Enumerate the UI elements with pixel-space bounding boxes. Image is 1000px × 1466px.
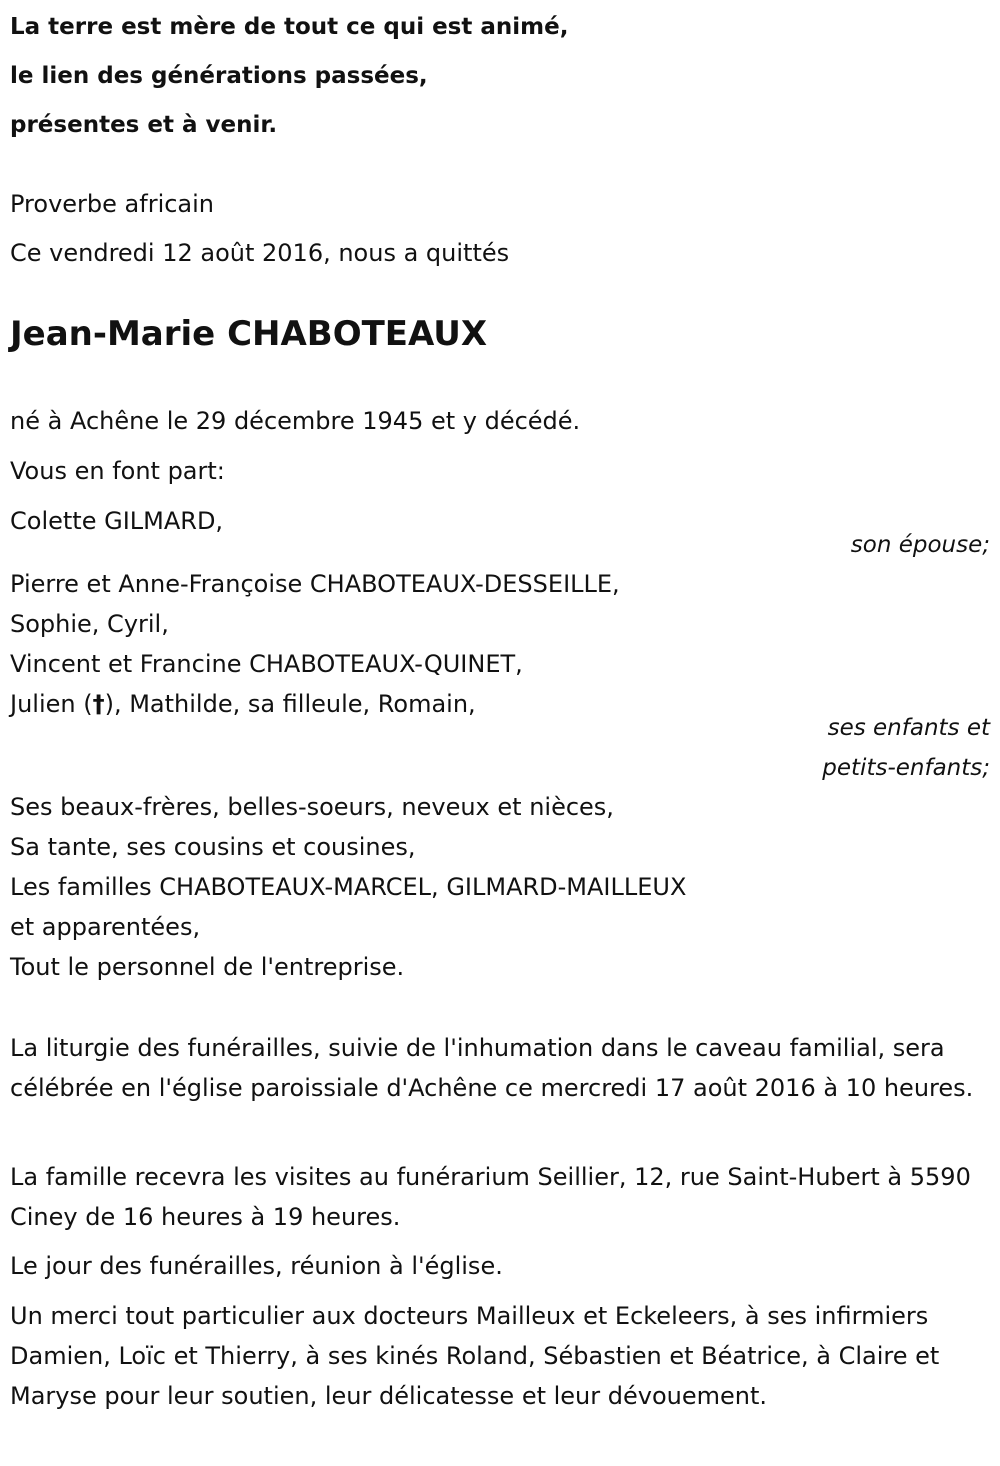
birth-death: né à Achêne le 29 décembre 1945 et y décédé. xyxy=(10,407,581,435)
visits-paragraph: La famille recevra les visites au funérarium Seillier, 12, rue Saint-Hubert à 5590 Ciney de 16 heures à 19 heures. xyxy=(10,1163,971,1231)
quote-line-1: La terre est mère de tout ce qui est animé, xyxy=(10,14,569,40)
announcement: Ce vendredi 12 août 2016, nous a quittés xyxy=(10,239,510,267)
others-line-4: et apparentées, xyxy=(10,913,201,941)
quote-source: Proverbe africain xyxy=(10,190,215,218)
children-line-3: Vincent et Francine CHABOTEAUX-QUINET, xyxy=(10,650,523,678)
funeral-liturgy-paragraph: La liturgie des funérailles, suivie de l'inhumation dans le caveau familial, sera célébrée en l'église paroissiale d'Achêne ce mercredi 17 août 2016 à 10 heures. xyxy=(10,1034,974,1102)
others-line-5: Tout le personnel de l'entreprise. xyxy=(10,953,405,981)
spouse-relation: son épouse; xyxy=(850,532,990,558)
children-relation-1: ses enfants et xyxy=(827,715,990,741)
others-line-2: Sa tante, ses cousins et cousines, xyxy=(10,833,416,861)
meeting-paragraph: Le jour des funérailles, réunion à l'église. xyxy=(10,1252,503,1280)
quote-line-3: présentes et à venir. xyxy=(10,112,278,138)
children-line-4 xyxy=(10,689,476,719)
others-line-1: Ses beaux-frères, belles-soeurs, neveux et nièces, xyxy=(10,793,614,821)
spouse-name: Colette GILMARD, xyxy=(10,507,224,535)
deceased-name: Jean-Marie CHABOTEAUX xyxy=(10,314,488,354)
children-line-1: Pierre et Anne-Françoise CHABOTEAUX-DESSEILLE, xyxy=(10,570,620,598)
children-relation-2: petits-enfants; xyxy=(822,755,990,781)
children-line-2: Sophie, Cyril, xyxy=(10,610,169,638)
quote-line-2: le lien des générations passées, xyxy=(10,63,428,89)
children-line-4-end: ), Mathilde, sa filleule, Romain, xyxy=(104,690,476,718)
thanks-paragraph: Un merci tout particulier aux docteurs Mailleux et Eckeleers, à ses infirmiers Damien, Loïc et Thierry, à ses kinés Roland, Sébastien et Béatrice, à Claire et Maryse pour leur soutien, leur délicatesse et leur dévouement. xyxy=(10,1302,940,1410)
others-line-3: Les familles CHABOTEAUX-MARCEL, GILMARD-MAILLEUX xyxy=(10,873,687,901)
intro: Vous en font part: xyxy=(10,457,225,485)
cross-icon: † xyxy=(92,690,105,718)
children-line-4-start: Julien ( xyxy=(10,690,93,718)
